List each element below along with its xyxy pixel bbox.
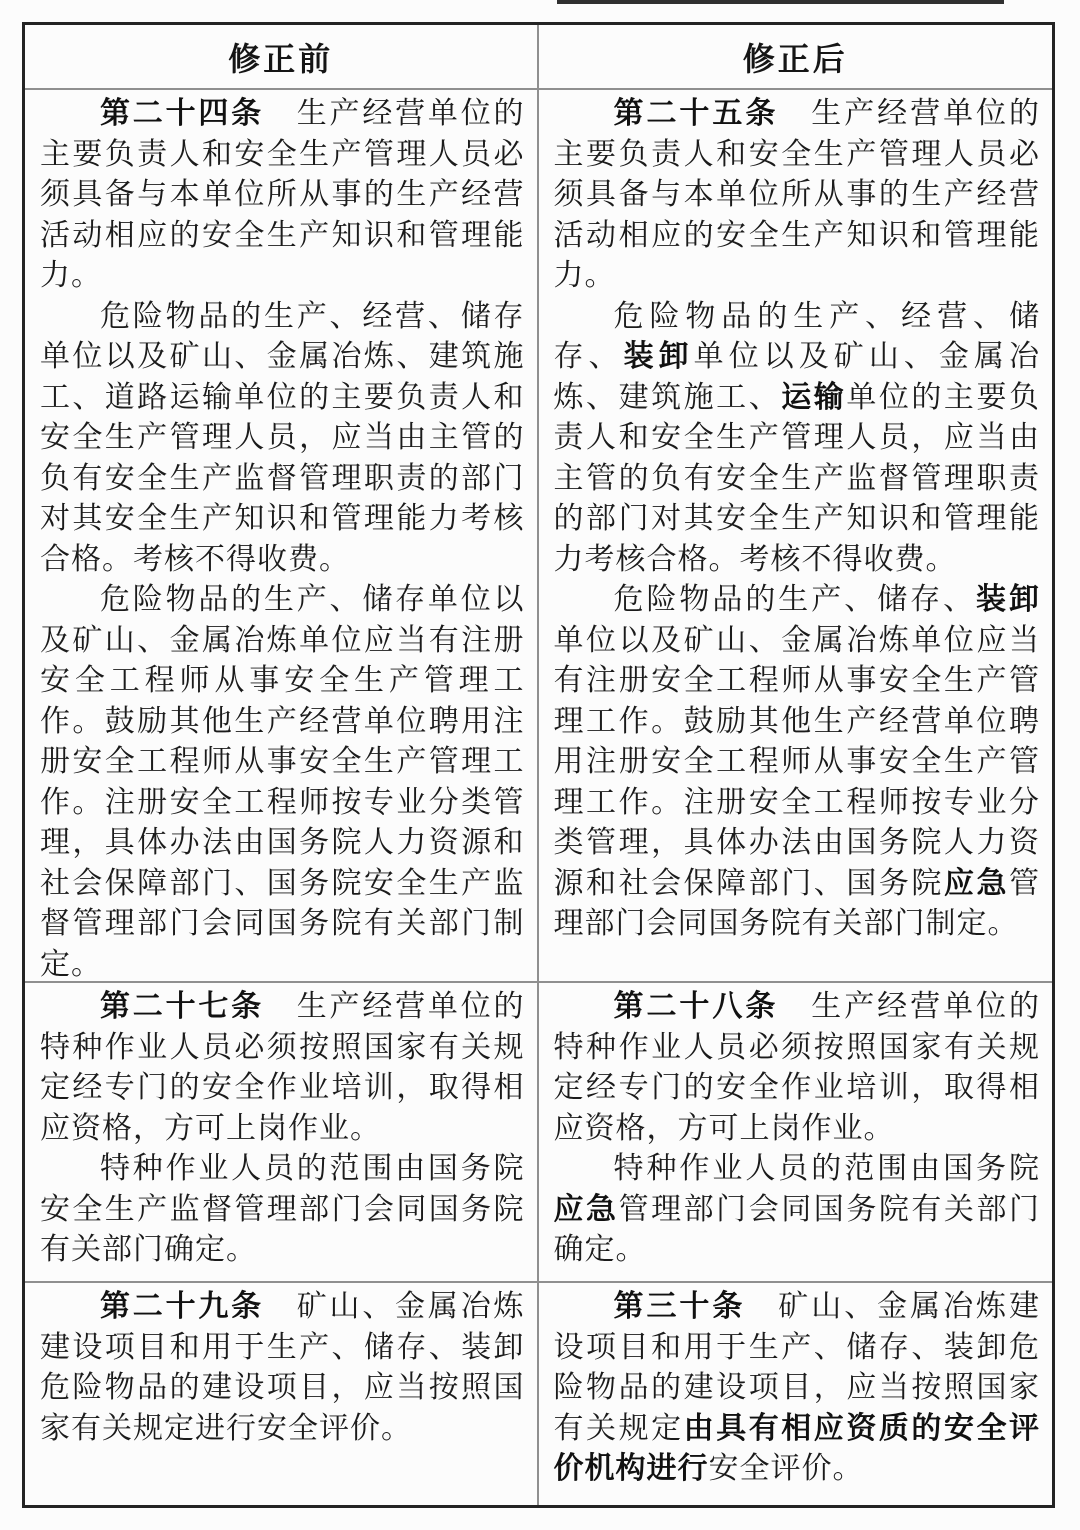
table-row [25,983,1052,1283]
article-paragraph [554,580,1041,945]
amended-text: 应急 [943,866,1010,900]
article-text: 单位以及矿山、金属冶炼、建筑施工、 [553,340,1041,414]
amended-text: 第二十五条 [613,97,779,130]
cropped-row-edge [557,0,1004,4]
amended-text: 第二十四条 [100,97,264,130]
article-paragraph [40,1149,525,1271]
amended-text: 由具有相应资质的安全评价机构进行 [553,1411,1041,1485]
table-row [25,90,1052,983]
article-text: 危险物品的生产、储存、 [613,583,977,616]
article-text: 单位以及矿山、金属冶炼单位应当有注册安全工程师从事安全生产管理工作。鼓励其他生产经营单位聘用注册安全工程师从事安全生产管理工作。注册安全工程师按专业分类管理，具体办法由国务院人力资源和社会保障部门、国务院 [553,623,1040,900]
article-paragraph [40,987,525,1149]
table-row [25,1283,1052,1505]
article-paragraph [40,580,525,981]
comparison-rows [25,90,1052,1505]
amended-text: 第三十条 [613,1290,746,1323]
article-paragraph [40,297,525,581]
cell-after [539,1283,1053,1505]
article-text: 生产经营单位的特种作业人员必须按照国家有关规定经专门的安全作业培训，取得相应资格，方可上岗作业。 [40,990,525,1145]
header-before-amendment: 修正前 [25,25,539,88]
amended-text: 运输 [781,380,847,414]
article-text: 特种作业人员的范围由国务院 [613,1152,1040,1185]
article-paragraph [554,1149,1041,1271]
table-header-row [25,25,1052,90]
cell-after [539,90,1053,981]
article-text: 特种作业人员的范围由国务院安全生产监督管理部门会同国务院有关部门确定。 [40,1152,525,1266]
article-text: 生产经营单位的特种作业人员必须按照国家有关规定经专门的安全作业培训，取得相应资格，方可上岗作业。 [553,990,1041,1145]
article-paragraph [554,987,1041,1149]
article-text: 矿山、金属冶炼建设项目和用于生产、储存、装卸危险物品的建设项目，应当按照国家有关规定 [553,1290,1041,1445]
amended-text: 第二十八条 [613,990,779,1023]
amendment-comparison-table [22,22,1055,1508]
article-text: 生产经营单位的主要负责人和安全生产管理人员必须具备与本单位所从事的生产经营活动相应的安全生产知识和管理能力。 [40,97,525,292]
article-text: 安全评价。 [708,1452,864,1485]
article-text: 管理部门会同国务院有关部门制定。 [553,866,1041,940]
cell-after [539,983,1053,1281]
article-text: 危险物品的生产、储存单位以及矿山、金属冶炼单位应当有注册安全工程师从事安全生产管理工作。鼓励其他生产经营单位聘用注册安全工程师从事安全生产管理工作。注册安全工程师按专业分类管理，具体办法由国务院人力资源和社会保障部门、国务院安全生产监督管理部门会同国务院有关部门制定。 [40,583,525,981]
amended-text: 装卸 [976,583,1041,616]
article-paragraph [40,1287,525,1449]
cell-before [25,1283,539,1505]
header-after-amendment: 修正后 [742,40,848,77]
article-text: 单位的主要负责人和安全生产管理人员，应当由主管的负有安全生产监督管理职责的部门对其安全生产知识和管理能力考核合格。考核不得收费。 [553,380,1041,576]
amended-text: 应急 [553,1192,619,1226]
article-paragraph [554,94,1041,297]
amended-text: 装卸 [623,340,694,373]
article-text: 生产经营单位的主要负责人和安全生产管理人员必须具备与本单位所从事的生产经营活动相应的安全生产知识和管理能力。 [553,97,1041,292]
cell-before [25,90,539,981]
amended-text: 第二十九条 [100,1290,264,1323]
article-text: 危险物品的生产、经营、储存单位以及矿山、金属冶炼、建筑施工、道路运输单位的主要负责人和安全生产管理人员，应当由主管的负有安全生产监督管理职责的部门对其安全生产知识和管理能力考核合格。考核不得收费。 [40,299,525,576]
article-text: 矿山、金属冶炼建设项目和用于生产、储存、装卸危险物品的建设项目，应当按照国家有关规定进行安全评价。 [40,1290,525,1445]
article-text: 管理部门会同国务院有关部门确定。 [553,1192,1041,1266]
article-text: 危险物品的生产、经营、储存、 [553,299,1040,373]
article-paragraph [554,297,1041,581]
article-paragraph [40,94,525,297]
article-paragraph [554,1287,1041,1490]
amended-text: 第二十七条 [100,990,264,1023]
cell-before [25,983,539,1281]
